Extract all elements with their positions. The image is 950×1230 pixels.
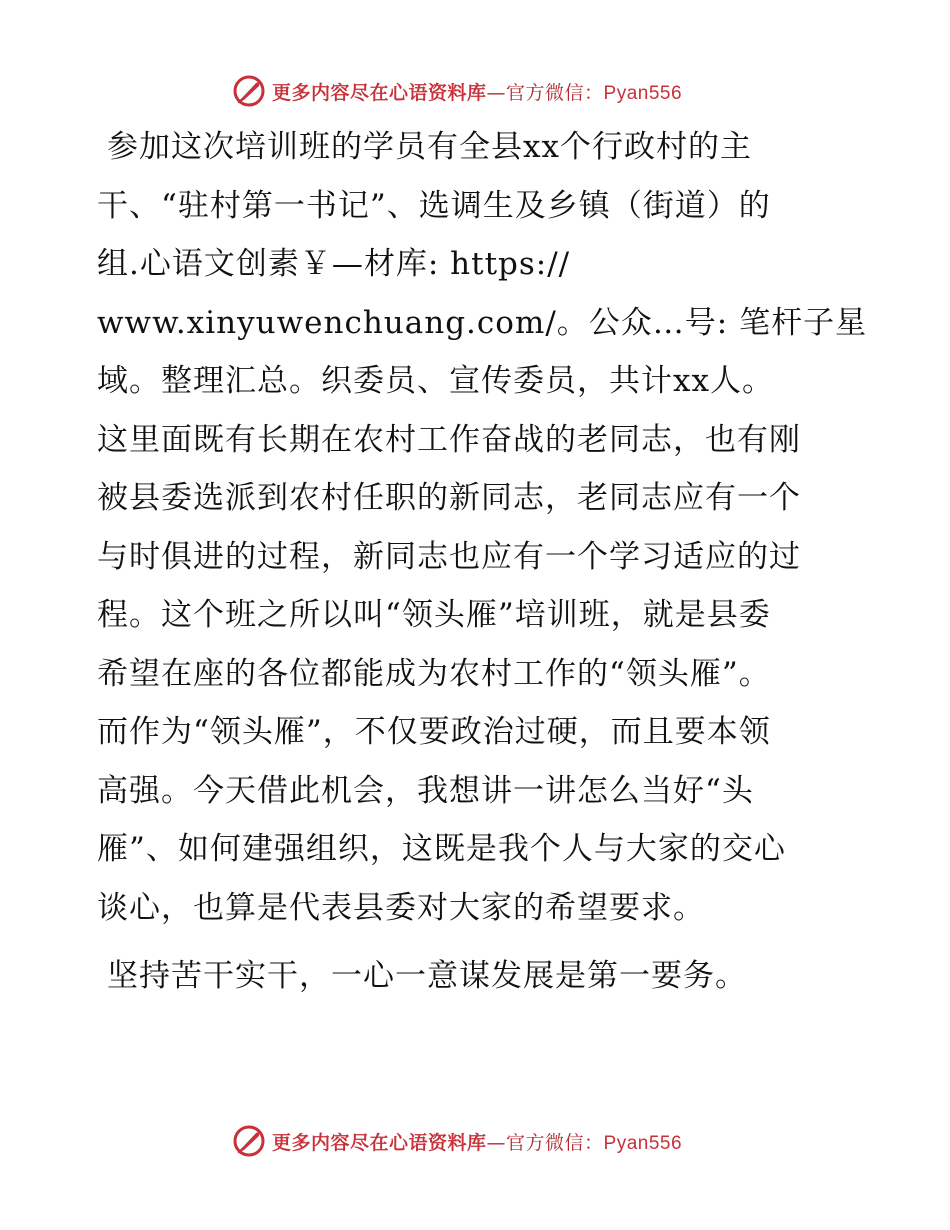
paragraph-1-line: 程。这个班之所以叫“领头雁”培训班，就是县委 xyxy=(97,597,771,633)
paragraph-1-line: 希望在座的各位都能成为农村工作的“领头雁”。 xyxy=(97,655,771,692)
quill-pen-logo-icon xyxy=(232,1124,266,1158)
footer-banner xyxy=(0,1120,950,1160)
footer-banner-wechat-id: Pyan556 xyxy=(603,1132,683,1154)
paragraph-1-line: 组.心语文创素￥—材库: https:// xyxy=(97,246,571,282)
document-body xyxy=(97,118,868,1006)
paragraph-1-line: 参加这次培训班的学员有全县xx个行政村的主 xyxy=(107,129,752,165)
paragraph-1 xyxy=(97,118,868,937)
paragraph-1-line: 谈心，也算是代表县委对大家的希望要求。 xyxy=(97,889,705,926)
header-banner-text xyxy=(272,78,682,105)
paragraph-1-line: 域。整理汇总。织委员、宣传委员，共计xx人。 xyxy=(97,363,774,399)
footer-banner-text xyxy=(272,1128,682,1155)
footer-banner-wechat-label: 官方微信： xyxy=(506,1131,604,1154)
footer-banner-main: 更多内容尽在心语资料库 xyxy=(272,1131,487,1154)
header-banner xyxy=(0,70,950,110)
paragraph-1-line: 被县委选派到农村任职的新同志，老同志应有一个 xyxy=(97,480,801,516)
header-banner-wechat-label: 官方微信： xyxy=(506,81,604,104)
header-banner-separator: — xyxy=(486,81,507,104)
paragraph-1-line: 与时俱进的过程，新同志也应有一个学习适应的过 xyxy=(97,538,801,575)
paragraph-1-line: 这里面既有长期在农村工作奋战的老同志，也有刚 xyxy=(97,421,801,458)
paragraph-1-line: 雁”、如何建强组织，这既是我个人与大家的交心 xyxy=(97,831,786,867)
header-banner-wechat-id: Pyan556 xyxy=(603,82,683,104)
paragraph-2-text: 坚持苦干实干，一心一意谋发展是第一要务。 xyxy=(107,958,747,994)
header-banner-main: 更多内容尽在心语资料库 xyxy=(272,81,487,104)
quill-pen-logo-icon xyxy=(232,74,266,108)
footer-banner-separator: — xyxy=(486,1131,507,1154)
paragraph-1-line: 干、“驻村第一书记”、选调生及乡镇（街道）的 xyxy=(97,187,771,224)
paragraph-1-line: 高强。今天借此机会，我想讲一讲怎么当好“头 xyxy=(97,772,754,809)
paragraph-2 xyxy=(97,947,857,1006)
paragraph-1-line: www.xinyuwenchuang.com/。公众…号: 笔杆子星 xyxy=(97,304,868,341)
paragraph-1-line: 而作为“领头雁”，不仅要政治过硬，而且要本领 xyxy=(97,714,771,750)
